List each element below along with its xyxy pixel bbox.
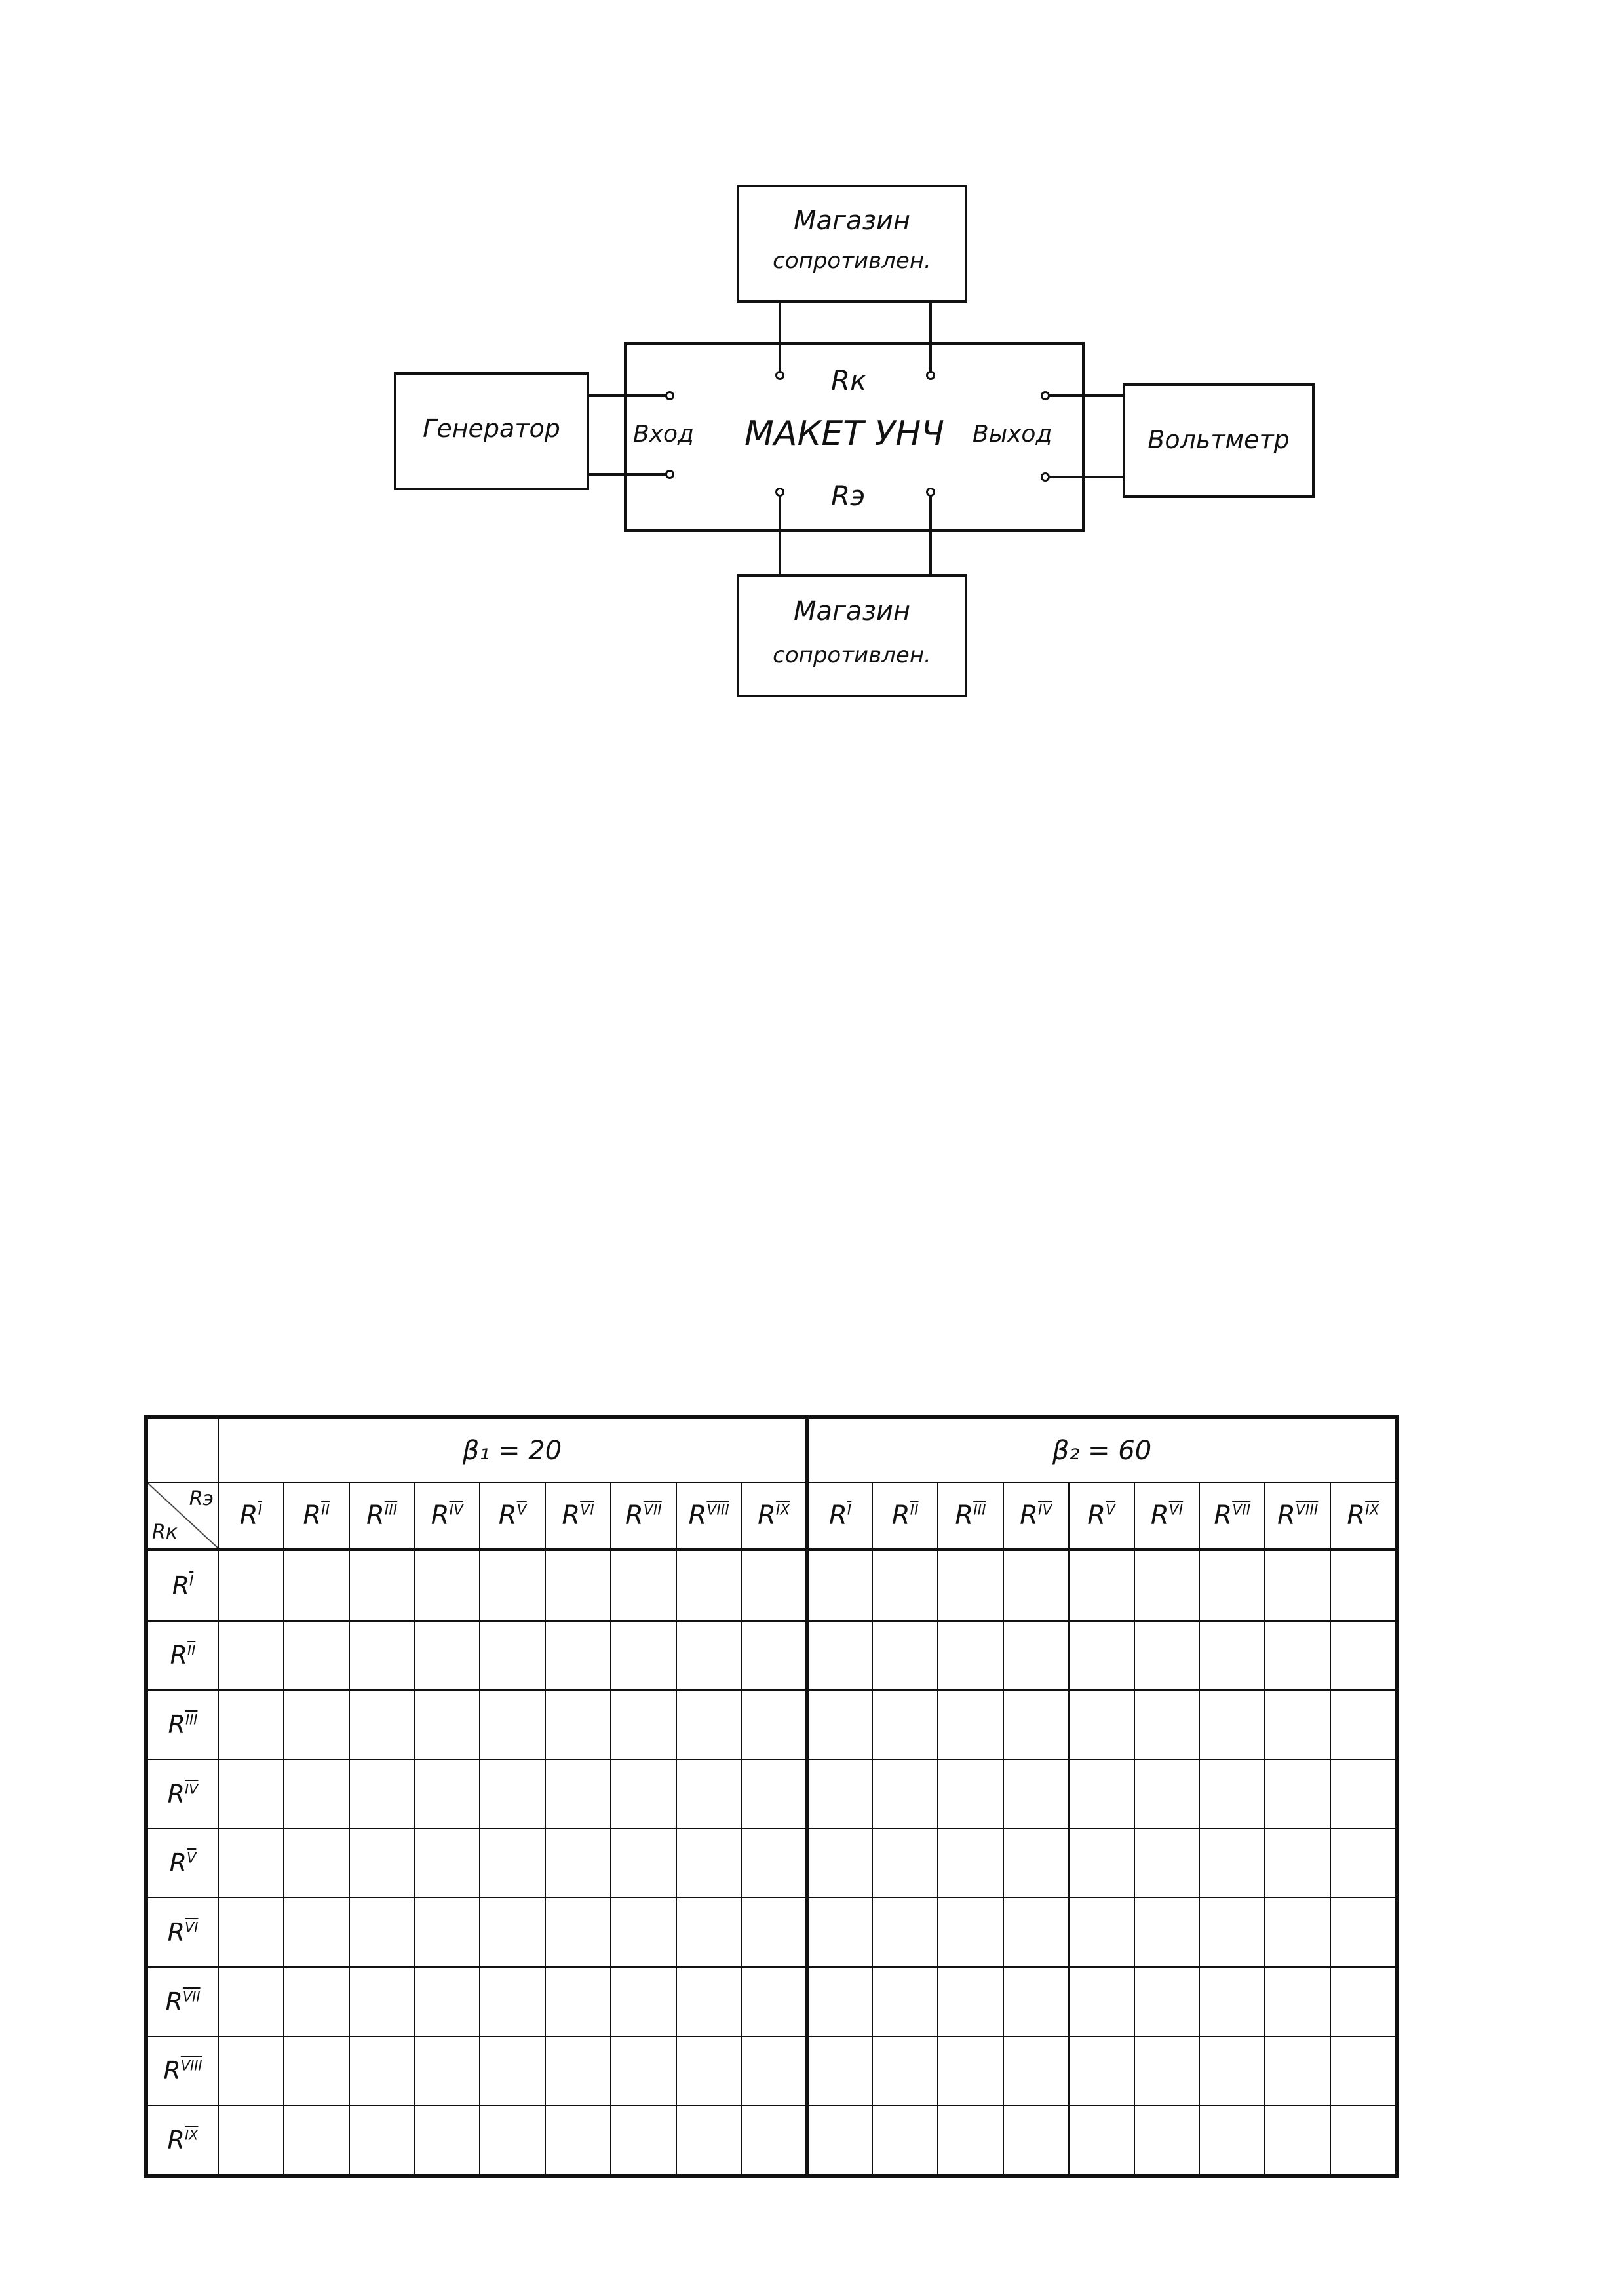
column-header-g1-1: $R^{\overline{I}}$ [218,1483,284,1550]
table-cell[interactable] [611,1898,676,1967]
table-cell[interactable] [414,1759,480,1829]
table-cell[interactable] [218,1550,284,1621]
table-cell[interactable] [545,2105,611,2175]
table-cell[interactable] [611,1621,676,1691]
table-cell[interactable] [676,1759,742,1829]
table-cell[interactable] [938,1967,1003,2037]
table-cell[interactable] [807,1759,872,1829]
table-cell[interactable] [480,1898,545,1967]
table-cell[interactable] [1330,1829,1396,1898]
row-header: $R^{\overline{IV}}$ [147,1759,218,1829]
table-cell[interactable] [611,1759,676,1829]
table-cell[interactable] [480,1829,545,1898]
table-cell[interactable] [284,2037,349,2106]
table-cell[interactable] [480,1759,545,1829]
re-label: Rэ [831,480,866,512]
table-cell[interactable] [349,1621,415,1691]
generator-box [394,372,589,490]
table-cell[interactable] [1069,1759,1134,1829]
wire-rk-left [779,303,781,375]
table-cell[interactable] [414,1550,480,1621]
table-cell[interactable] [1199,1690,1265,1759]
wire-input-bottom [589,473,666,476]
table-cell[interactable] [414,1621,480,1691]
table-cell[interactable] [742,2105,807,2175]
table-cell[interactable] [218,1759,284,1829]
table-cell[interactable] [1134,2037,1200,2106]
table-cell[interactable] [1330,2037,1396,2106]
input-label: Вход [633,421,694,448]
table-cell[interactable] [872,2037,938,2106]
table-cell[interactable] [611,1829,676,1898]
table-cell[interactable] [1069,1829,1134,1898]
table-cell[interactable] [872,1690,938,1759]
table-cell[interactable] [414,1898,480,1967]
table-row [147,1967,1396,2037]
table-cell[interactable] [938,1621,1003,1691]
table-cell[interactable] [1003,2037,1069,2106]
table-cell[interactable] [545,1690,611,1759]
row-header: $R^{\overline{VI}}$ [147,1898,218,1967]
table-cell[interactable] [676,2105,742,2175]
measurement-table [144,1415,1399,2178]
terminal-rk-right [926,371,935,380]
table-cell[interactable] [480,1550,545,1621]
table-cell[interactable] [284,1690,349,1759]
group1-header: β₁ = 20 [218,1419,807,1483]
table-corner-blank [147,1419,218,1483]
table-cell[interactable] [480,2037,545,2106]
table-cell[interactable] [742,1550,807,1621]
terminal-input-top [665,391,674,400]
table-cell[interactable] [349,2105,415,2175]
table-cell[interactable] [1003,1550,1069,1621]
table-cell[interactable] [414,1967,480,2037]
table-row [147,1690,1396,1759]
table-cell[interactable] [1199,1967,1265,2037]
table-cell[interactable] [284,2105,349,2175]
table-cell[interactable] [676,1967,742,2037]
table-cell[interactable] [807,1690,872,1759]
table-cell[interactable] [1069,1550,1134,1621]
terminal-re-right [926,488,935,497]
table-cell[interactable] [742,1690,807,1759]
table-cell[interactable] [1330,1621,1396,1691]
table-cell[interactable] [1134,1829,1200,1898]
table-cell[interactable] [807,1550,872,1621]
table-cell[interactable] [545,1829,611,1898]
table-cell[interactable] [414,2105,480,2175]
table-cell[interactable] [1199,2105,1265,2175]
wire-input-top [589,394,666,397]
wire-re-right [929,495,932,574]
table-cell[interactable] [545,1898,611,1967]
terminal-input-bottom [665,470,674,479]
table-cell[interactable] [1069,2105,1134,2175]
table-cell[interactable] [284,1898,349,1967]
table-cell[interactable] [872,1898,938,1967]
row-header: $R^{VIII}$ [147,2037,218,2106]
table-cell[interactable] [1330,2105,1396,2175]
table-cell[interactable] [414,1829,480,1898]
table-cell[interactable] [349,1550,415,1621]
table-cell[interactable] [1330,1967,1396,2037]
generator-label: Генератор [423,414,560,443]
amplifier-box [624,342,1085,532]
table-cell[interactable] [872,1550,938,1621]
table-cell[interactable] [1199,1898,1265,1967]
table-cell[interactable] [1330,1898,1396,1967]
table-cell[interactable] [807,1829,872,1898]
table-cell[interactable] [872,1759,938,1829]
table-cell[interactable] [1003,1967,1069,2037]
table-cell[interactable] [349,1967,415,2037]
table-cell[interactable] [218,1967,284,2037]
table-cell[interactable] [1134,1967,1200,2037]
table-cell[interactable] [284,1759,349,1829]
table-cell[interactable] [676,1550,742,1621]
table-row [147,2105,1396,2175]
table-cell[interactable] [1134,1898,1200,1967]
column-header-g1-3: $R^{\overline{III}}$ [349,1483,415,1550]
table-cell[interactable] [611,2105,676,2175]
column-header-g2-9: $R^{\overline{IX}}$ [1330,1483,1396,1550]
table-cell[interactable] [545,1550,611,1621]
table-cell[interactable] [218,1829,284,1898]
table-corner-cell [147,1483,218,1550]
table-row [147,1621,1396,1691]
table-cell[interactable] [218,2105,284,2175]
terminal-re-left [775,488,784,497]
table-row [147,1829,1396,1898]
resistance-box-bottom-line1: Магазин [794,596,910,626]
table-cell[interactable] [872,1829,938,1898]
table-cell[interactable] [1199,1829,1265,1898]
table-row [147,1550,1396,1621]
table-cell[interactable] [349,1829,415,1898]
table-row [147,2037,1396,2106]
table-cell[interactable] [1199,1759,1265,1829]
table-cell[interactable] [676,1898,742,1967]
corner-re-label: Rэ [189,1487,214,1510]
table-cell[interactable] [1265,1967,1330,2037]
column-header-g2-4: $R^{\overline{IV}}$ [1003,1483,1069,1550]
terminal-output-top [1041,391,1050,400]
table-cell[interactable] [480,1690,545,1759]
row-header: $R^{\overline{III}}$ [147,1690,218,1759]
table-cell[interactable] [1003,1621,1069,1691]
table-cell[interactable] [480,1621,545,1691]
table-cell[interactable] [742,2037,807,2106]
column-header-g1-6: $R^{\overline{VI}}$ [545,1483,611,1550]
table-cell[interactable] [611,1967,676,2037]
table-cell[interactable] [480,1967,545,2037]
table-cell[interactable] [742,1759,807,1829]
row-header: $R^{\overline{IX}}$ [147,2105,218,2175]
amplifier-title: МАКЕТ УНЧ [744,414,944,453]
table-cell[interactable] [414,1690,480,1759]
table-cell[interactable] [872,2105,938,2175]
table-cell[interactable] [349,2037,415,2106]
table-cell[interactable] [1134,1759,1200,1829]
table-cell[interactable] [676,1829,742,1898]
column-header-g1-9: $R^{\overline{IX}}$ [742,1483,807,1550]
table-cell[interactable] [284,1967,349,2037]
voltmeter-box [1123,383,1315,498]
table-cell[interactable] [1134,1690,1200,1759]
table-cell[interactable] [742,1829,807,1898]
table-cell[interactable] [218,1690,284,1759]
wire-output-top [1049,394,1123,397]
table-cell[interactable] [1003,1829,1069,1898]
group2-header: β₂ = 60 [807,1419,1396,1483]
column-header-g1-2: $R^{\overline{II}}$ [284,1483,349,1550]
table-cell[interactable] [1199,2037,1265,2106]
table-cell[interactable] [676,1621,742,1691]
table-cell[interactable] [938,1898,1003,1967]
table-cell[interactable] [545,1967,611,2037]
column-header-g2-8: $R^{VIII}$ [1265,1483,1330,1550]
row-header: $R^{\overline{II}}$ [147,1621,218,1691]
table-cell[interactable] [1265,1898,1330,1967]
rk-label: Rк [831,364,867,396]
terminal-output-bottom [1041,472,1050,482]
table-cell[interactable] [1069,1690,1134,1759]
column-header-g2-5: $R^{\overline{V}}$ [1069,1483,1134,1550]
row-header: $R^{\overline{I}}$ [147,1550,218,1621]
table-cell[interactable] [545,1759,611,1829]
column-header-g1-5: $R^{\overline{V}}$ [480,1483,545,1550]
table-cell[interactable] [1265,1759,1330,1829]
table-cell[interactable] [742,1898,807,1967]
row-header: $R^{\overline{V}}$ [147,1829,218,1898]
resistance-box-top-line2: сопротивлен. [773,248,931,274]
table-cell[interactable] [349,1898,415,1967]
table-cell[interactable] [938,2037,1003,2106]
table-cell[interactable] [807,1621,872,1691]
table-cell[interactable] [1069,1898,1134,1967]
table-cell[interactable] [414,2037,480,2106]
table-cell[interactable] [1134,1621,1200,1691]
table-cell[interactable] [938,1550,1003,1621]
table-cell[interactable] [1003,1759,1069,1829]
table-cell[interactable] [218,1898,284,1967]
table-cell[interactable] [284,1550,349,1621]
table-cell[interactable] [872,1967,938,2037]
row-header: $R^{\overline{VII}}$ [147,1967,218,2037]
table-cell[interactable] [742,1621,807,1691]
terminal-rk-left [775,371,784,380]
table-cell[interactable] [218,2037,284,2106]
table-cell[interactable] [611,2037,676,2106]
resistance-box-bottom-line2: сопротивлен. [773,642,931,668]
wire-output-bottom [1049,476,1123,478]
voltmeter-label: Вольтметр [1148,425,1290,454]
table-cell[interactable] [742,1967,807,2037]
table-cell[interactable] [807,2037,872,2106]
table-cell[interactable] [284,1621,349,1691]
table-cell[interactable] [872,1621,938,1691]
table-cell[interactable] [218,1621,284,1691]
table-cell[interactable] [1069,1967,1134,2037]
table-cell[interactable] [349,1690,415,1759]
corner-rk-label: Rк [152,1521,178,1544]
table-cell[interactable] [938,1690,1003,1759]
table-cell[interactable] [807,2105,872,2175]
table-cell[interactable] [545,2037,611,2106]
column-header-g2-6: $R^{\overline{VI}}$ [1134,1483,1200,1550]
table-cell[interactable] [284,1829,349,1898]
table-cell[interactable] [1265,1550,1330,1621]
table-cell[interactable] [807,1967,872,2037]
table-cell[interactable] [1265,1829,1330,1898]
column-header-g2-3: $R^{\overline{III}}$ [938,1483,1003,1550]
table-cell[interactable] [1265,1621,1330,1691]
wire-rk-right [929,303,932,375]
column-header-g2-1: $R^{\overline{I}}$ [807,1483,872,1550]
resistance-box-bottom [737,574,967,697]
table-cell[interactable] [480,2105,545,2175]
table-cell[interactable] [938,1759,1003,1829]
table-cell[interactable] [1069,1621,1134,1691]
table-cell[interactable] [1330,1759,1396,1829]
resistance-box-top [737,185,967,303]
table-cell[interactable] [938,2105,1003,2175]
table-cell[interactable] [676,2037,742,2106]
table-cell[interactable] [1003,1898,1069,1967]
resistance-box-top-line1: Магазин [794,206,910,236]
table-cell[interactable] [1265,2105,1330,2175]
column-header-g1-8: $R^{VIII}$ [676,1483,742,1550]
column-header-g1-4: $R^{\overline{IV}}$ [414,1483,480,1550]
wire-re-left [779,495,781,574]
column-header-g1-7: $R^{\overline{VII}}$ [611,1483,676,1550]
table-cell[interactable] [349,1759,415,1829]
table-cell[interactable] [1199,1550,1265,1621]
table-cell[interactable] [1265,2037,1330,2106]
table-cell[interactable] [611,1690,676,1759]
table-cell[interactable] [938,1829,1003,1898]
column-header-g2-2: $R^{\overline{II}}$ [872,1483,938,1550]
table-cell[interactable] [1330,1690,1396,1759]
column-header-g2-7: $R^{\overline{VII}}$ [1199,1483,1265,1550]
table-cell[interactable] [1003,2105,1069,2175]
table-cell[interactable] [1134,1550,1200,1621]
table-cell[interactable] [611,1550,676,1621]
table-cell[interactable] [676,1690,742,1759]
table-cell[interactable] [1330,1550,1396,1621]
table-cell[interactable] [1199,1621,1265,1691]
output-label: Выход [973,421,1052,448]
table-row [147,1759,1396,1829]
table-row [147,1898,1396,1967]
table-cell[interactable] [545,1621,611,1691]
table-cell[interactable] [807,1898,872,1967]
table-cell[interactable] [1069,2037,1134,2106]
table-cell[interactable] [1265,1690,1330,1759]
table-cell[interactable] [1134,2105,1200,2175]
table-cell[interactable] [1003,1690,1069,1759]
